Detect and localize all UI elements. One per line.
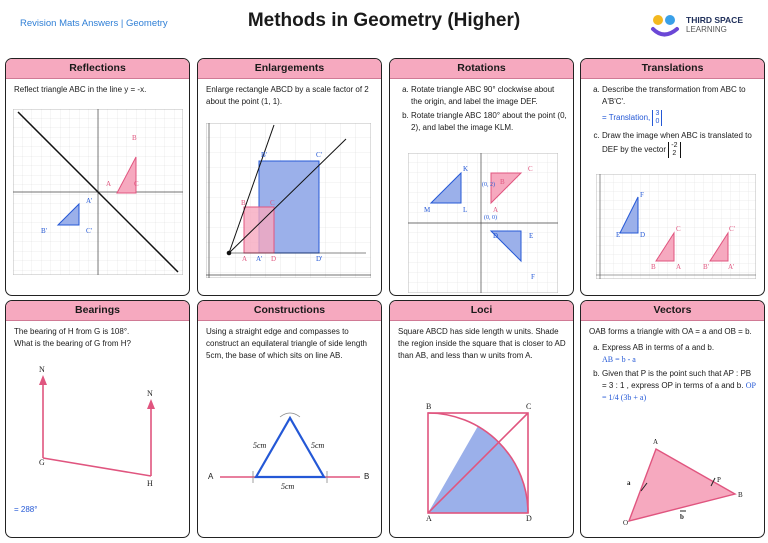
- question-b: b. Rotate triangle ABC 180° about the point (0, 2), and label the image KLM.: [411, 110, 567, 134]
- label-a-prime: A': [86, 197, 93, 205]
- card-title: Reflections: [6, 59, 189, 79]
- label-h: H: [147, 479, 153, 488]
- label-a: A: [208, 472, 214, 481]
- label-a: A: [676, 263, 682, 271]
- question-a: a. Rotate triangle ABC 90° clockwise about the origin, and label the image DEF.: [411, 84, 567, 108]
- vector-c-top: -2: [671, 142, 678, 149]
- card-title: Translations: [581, 59, 764, 79]
- label-c-prime: C': [316, 151, 322, 159]
- label-o: O: [623, 519, 629, 527]
- vector-c-bottom: 2: [672, 150, 677, 157]
- label-k: K: [463, 165, 469, 173]
- label-a: A: [426, 514, 432, 523]
- label-b: B: [241, 199, 246, 207]
- brand-logo: [650, 12, 760, 40]
- construction-diagram: [198, 401, 381, 521]
- question-text: OAB forms a triangle with OA = a and OB = b.: [589, 327, 752, 336]
- card-constructions: [197, 300, 382, 538]
- card-rotations: [389, 58, 574, 296]
- logo-line2: LEARNING: [686, 25, 727, 34]
- label-b: B: [738, 491, 743, 499]
- label-a: A: [242, 255, 248, 263]
- card-bearings: [5, 300, 190, 538]
- card-translations: [580, 58, 765, 296]
- label-b-prime: B': [703, 263, 709, 271]
- label-c: C: [270, 199, 275, 207]
- label-e: E: [529, 232, 534, 240]
- card-title: Enlargements: [198, 59, 381, 79]
- label-c-prime: C': [729, 225, 735, 233]
- question-text: Enlarge rectangle ABCD by a scale factor of 2 about the point (1, 1).: [206, 85, 369, 106]
- question-line1: The bearing of H from G is 108°.: [14, 327, 130, 336]
- label-d: D: [640, 231, 646, 239]
- breadcrumb[interactable]: Revision Mats Answers | Geometry: [20, 18, 168, 29]
- label-base: 5cm: [281, 482, 295, 491]
- label-b: B: [132, 134, 137, 142]
- label-a-prime: A': [256, 255, 263, 263]
- answer-b: OP = 1/4 (3b + a): [602, 381, 756, 402]
- label-p: P: [717, 476, 721, 484]
- label-g: G: [39, 458, 45, 467]
- vector-triangle: [621, 441, 761, 531]
- label-c-prime: C': [86, 227, 92, 235]
- label-origin: (0, 0): [484, 215, 497, 221]
- question-b: Given that P is the point such that AP : PB = 3 : 1 , express OP in terms of a and b.: [602, 369, 752, 390]
- vector-a-top: 3: [655, 110, 660, 117]
- label-l: L: [463, 206, 468, 214]
- card-vectors: [580, 300, 765, 538]
- label-north-h: N: [147, 389, 153, 398]
- question-c: Draw the image when ABC is translated to DEF by the vector: [602, 131, 752, 155]
- label-vector-a: a: [627, 479, 631, 487]
- logo-icon: [650, 12, 684, 40]
- label-side-right: 5cm: [311, 441, 325, 450]
- label-d: D: [526, 514, 532, 523]
- label-f: F: [531, 273, 535, 281]
- label-m: M: [424, 206, 431, 214]
- card-reflections: [5, 58, 190, 296]
- label-c: C: [528, 165, 533, 173]
- label-b: B: [364, 472, 370, 481]
- label-a: A: [493, 206, 499, 214]
- question-text: Using a straight edge and compasses to construct an equilateral triangle of side length 5cm, the base of which sits on line AB.: [206, 327, 367, 360]
- card-title: Bearings: [6, 301, 189, 321]
- answer-a: = Translation,: [602, 113, 651, 123]
- card-title: Loci: [390, 301, 573, 321]
- bearing-diagram: [6, 363, 189, 513]
- loci-diagram: [390, 396, 573, 526]
- label-c: C: [676, 225, 681, 233]
- rotation-grid: [408, 153, 558, 293]
- label-point-0-2: (0, 2): [482, 182, 495, 188]
- vector-a-bottom: 0: [655, 118, 660, 125]
- label-c: C: [526, 402, 532, 411]
- label-d: D: [271, 255, 277, 263]
- label-side-left: 5cm: [253, 441, 267, 450]
- card-title: Vectors: [581, 301, 764, 321]
- page-title: Methods in Geometry (Higher): [247, 10, 521, 31]
- label-d: D: [493, 232, 499, 240]
- question-a: a. Describe the transformation from ABC to A'B'C'.: [602, 84, 758, 108]
- question-text: Square ABCD has side length w units. Shade the region inside the square that is closer to AD than AB, and less than w units from A.: [398, 327, 566, 360]
- answer-a: AB = b - a: [602, 355, 636, 364]
- label-a-prime: A': [728, 263, 735, 271]
- label-north-g: N: [39, 365, 45, 374]
- label-e: E: [616, 231, 621, 239]
- card-loci: [389, 300, 574, 538]
- card-title: Constructions: [198, 301, 381, 321]
- question-text: Reflect triangle ABC in the line y = -x.: [14, 85, 147, 94]
- reflection-grid: [13, 109, 183, 275]
- enlargement-grid: [206, 123, 371, 278]
- label-b-prime: B': [261, 151, 267, 159]
- card-enlargements: [197, 58, 382, 296]
- label-f: F: [640, 191, 644, 199]
- question-a: Express AB in terms of a and b.: [602, 343, 715, 352]
- label-b-prime: B': [41, 227, 47, 235]
- question-line2: What is the bearing of G from H?: [14, 339, 131, 348]
- card-title: Rotations: [390, 59, 573, 79]
- label-b: B: [500, 178, 505, 186]
- label-a: A: [653, 438, 659, 446]
- label-vector-b: b: [680, 513, 684, 521]
- logo-line1: THIRD SPACE: [686, 15, 743, 25]
- label-b: B: [426, 402, 432, 411]
- label-b: B: [651, 263, 656, 271]
- label-a: A: [106, 180, 112, 188]
- answer: = 288°: [14, 505, 38, 514]
- label-d-prime: D': [316, 255, 323, 263]
- label-c: C: [134, 180, 139, 188]
